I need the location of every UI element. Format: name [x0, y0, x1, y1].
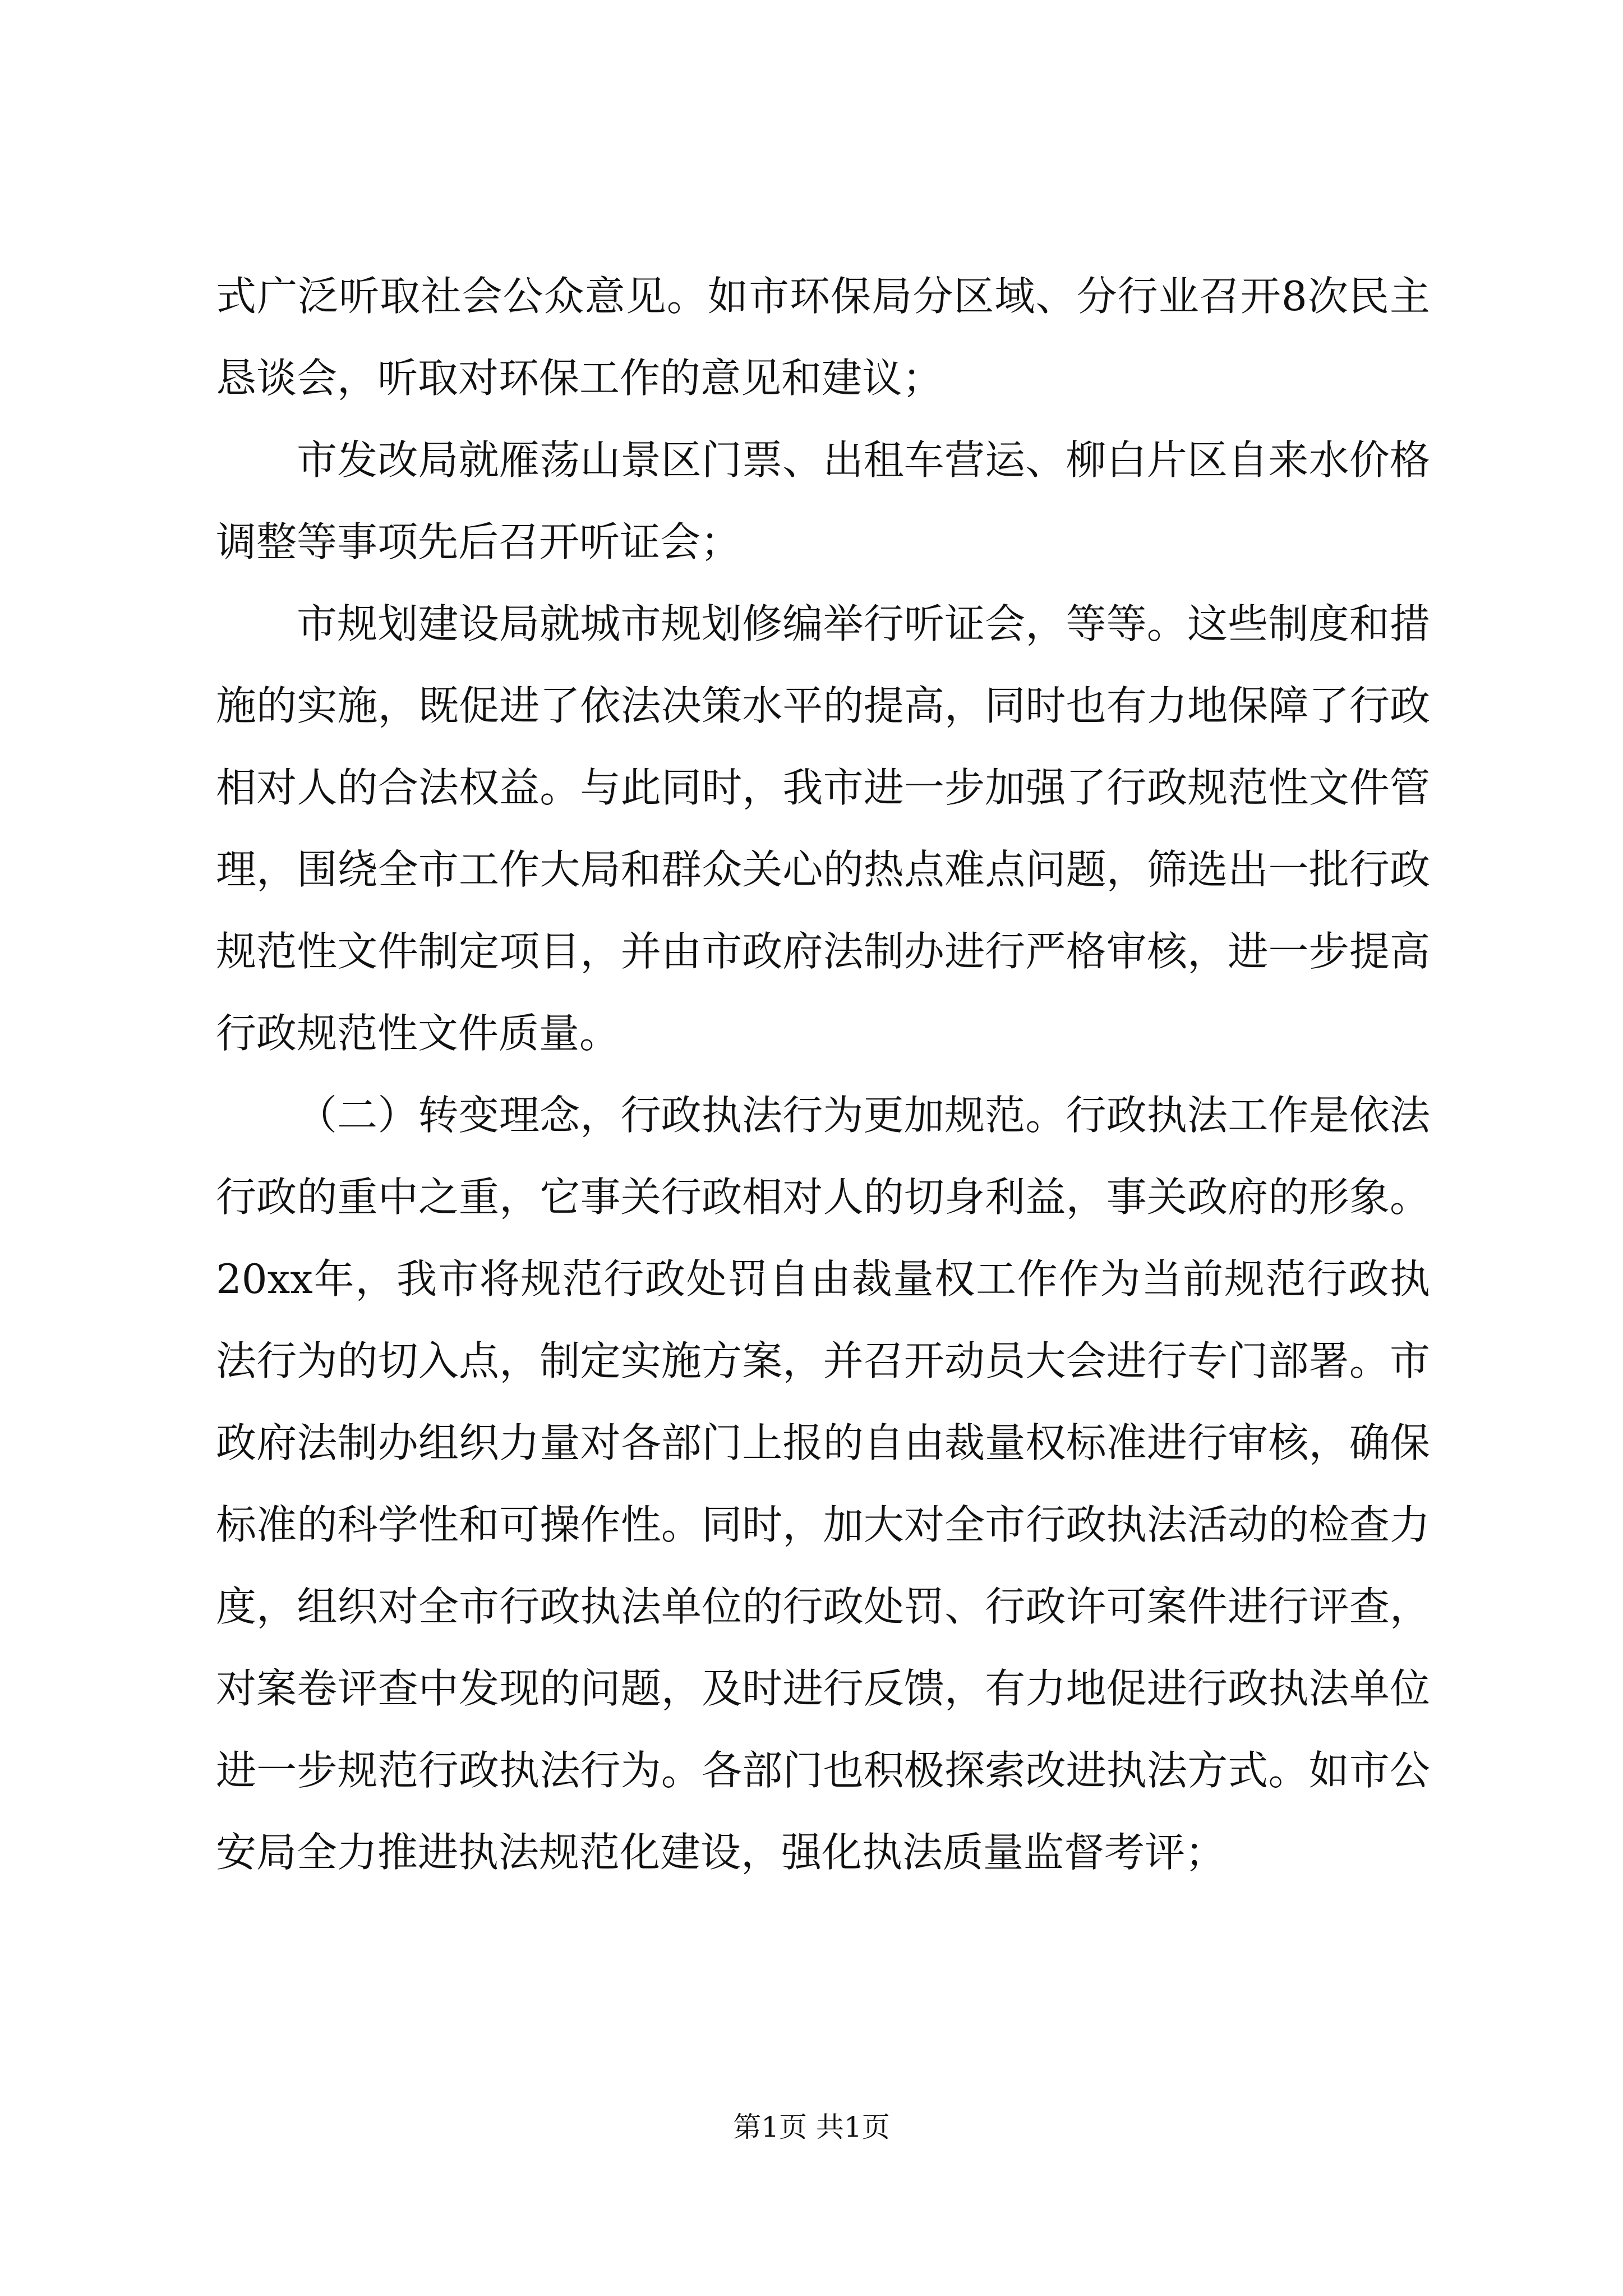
document-body — [216, 255, 1430, 1893]
page-number-footer: 第1页 共1页 — [733, 2111, 890, 2143]
paragraph-section-two: （二）转变理念，行政执法行为更加规范。行政执法工作是依法行政的重中之重，它事关行政相对人的切身利益，事关政府的形象。20xx年，我市将规范行政处罚自由裁量权工作作为当前规范行政执法行为的切入点，制定实施方案，并召开动员大会进行专门部署。市政府法制办组织力量对各部门上报的自由裁量权标准进行审核，确保标准的科学性和可操作性。同时，加大对全市行政执法活动的检查力度，组织对全市行政执法单位的行政处罚、行政许可案件进行评查，对案卷评查中发现的问题，及时进行反馈，有力地促进行政执法单位进一步规范行政执法行为。各部门也积极探索改进执法方式。如市公安局全力推进执法规范化建设，强化执法质量监督考评； — [216, 1092, 1430, 1876]
paragraph-continuation: 式广泛听取社会公众意见。如市环保局分区域、分行业召开8次民主恳谈会，听取对环保工作的意见和建议； — [216, 273, 1430, 402]
paragraph-development-bureau: 市发改局就雁荡山景区门票、出租车营运、柳白片区自来水价格调整等事项先后召开听证会； — [216, 436, 1430, 565]
paragraph-planning-bureau: 市规划建设局就城市规划修编举行听证会，等等。这些制度和措施的实施，既促进了依法决策水平的提高，同时也有力地保障了行政相对人的合法权益。与此同时，我市进一步加强了行政规范性文件管理，围绕全市工作大局和群众关心的热点难点问题，筛选出一批行政规范性文件制定项目，并由市政府法制办进行严格审核，进一步提高行政规范性文件质量。 — [216, 600, 1430, 1057]
